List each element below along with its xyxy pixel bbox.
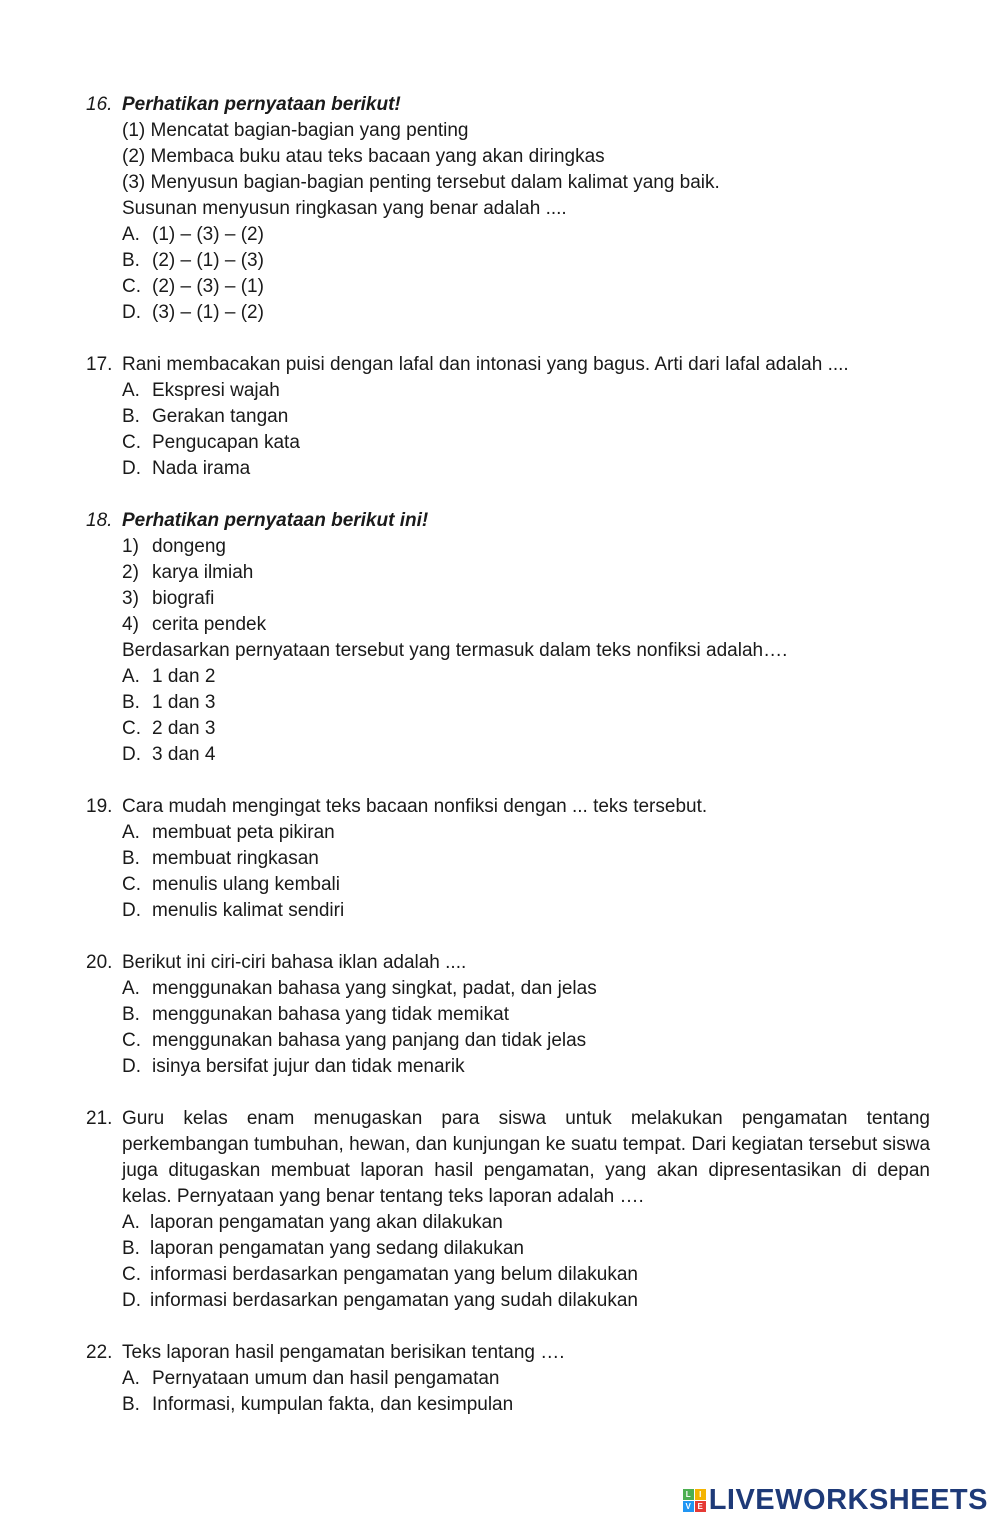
liveworksheets-logo: [683, 1484, 988, 1517]
option-label: B.: [122, 848, 140, 869]
option-text: 1 dan 2: [152, 666, 216, 687]
option-label: B.: [122, 1004, 140, 1025]
option-b[interactable]: [122, 1236, 930, 1262]
option-label: C.: [122, 1030, 141, 1051]
question-prompt: Susunan menyusun ringkasan yang benar adalah ....: [122, 198, 567, 219]
option-label: B.: [122, 692, 140, 713]
option-label: D.: [122, 302, 141, 323]
option-b[interactable]: [122, 1002, 930, 1028]
logo-mark-letter: V: [683, 1501, 694, 1512]
option-text: 2 dan 3: [152, 718, 216, 739]
option-text: informasi berdasarkan pengamatan yang sudah dilakukan: [150, 1290, 638, 1311]
option-a[interactable]: [122, 664, 930, 690]
option-d[interactable]: [122, 1288, 930, 1314]
option-label: A.: [122, 978, 140, 999]
statement-line: (3) Menyusun bagian-bagian penting tersebut dalam kalimat yang baik.: [122, 172, 720, 193]
option-b[interactable]: [122, 690, 930, 716]
option-a[interactable]: [122, 1366, 930, 1392]
option-a[interactable]: [122, 222, 930, 248]
option-text: menulis ulang kembali: [152, 874, 340, 895]
option-d[interactable]: [122, 300, 930, 326]
option-a[interactable]: [122, 1210, 930, 1236]
question-number: 18.: [86, 510, 113, 531]
question-16: [86, 92, 930, 326]
question-20: [86, 950, 930, 1080]
question-number: 21.: [86, 1108, 113, 1129]
option-b[interactable]: [122, 1392, 930, 1418]
option-label: A.: [122, 822, 140, 843]
statement-line: (1) Mencatat bagian-bagian yang penting: [122, 120, 469, 141]
list-item: [122, 534, 930, 560]
option-label: A.: [122, 224, 140, 245]
item-label: 3): [122, 588, 139, 609]
question-number: 17.: [86, 354, 113, 375]
question-stem: Teks laporan hasil pengamatan berisikan tentang ….: [122, 1342, 565, 1363]
option-label: D.: [122, 1290, 141, 1311]
question-22: [86, 1340, 930, 1418]
question-18: [86, 508, 930, 768]
item-label: 4): [122, 614, 139, 635]
logo-mark-letter: L: [683, 1489, 694, 1500]
option-label: A.: [122, 1212, 140, 1233]
option-text: Pengucapan kata: [152, 432, 300, 453]
option-a[interactable]: [122, 820, 930, 846]
option-text: (2) – (1) – (3): [152, 250, 264, 271]
option-b[interactable]: [122, 248, 930, 274]
option-text: membuat ringkasan: [152, 848, 319, 869]
option-d[interactable]: [122, 1054, 930, 1080]
statement-line: (2) Membaca buku atau teks bacaan yang akan diringkas: [122, 146, 605, 167]
question-19: [86, 794, 930, 924]
item-text: biografi: [152, 588, 215, 609]
question-stem: Perhatikan pernyataan berikut ini!: [122, 510, 429, 531]
item-text: cerita pendek: [152, 614, 267, 635]
question-stem: Perhatikan pernyataan berikut!: [122, 94, 401, 115]
option-text: 3 dan 4: [152, 744, 216, 765]
option-label: D.: [122, 900, 141, 921]
option-label: C.: [122, 874, 141, 895]
list-item: [122, 586, 930, 612]
option-text: Informasi, kumpulan fakta, dan kesimpulan: [152, 1394, 514, 1415]
logo-mark-letter: E: [695, 1501, 706, 1512]
option-label: B.: [122, 1394, 140, 1415]
logo-mark-icon: [683, 1489, 706, 1512]
question-number: 16.: [86, 94, 113, 115]
option-text: 1 dan 3: [152, 692, 216, 713]
option-label: C.: [122, 718, 141, 739]
option-a[interactable]: [122, 378, 930, 404]
list-item: [122, 612, 930, 638]
option-text: menggunakan bahasa yang panjang dan tidak jelas: [152, 1030, 587, 1051]
option-c[interactable]: [122, 1262, 930, 1288]
question-stem: Cara mudah mengingat teks bacaan nonfiksi dengan ... teks tersebut.: [122, 796, 708, 817]
option-text: (2) – (3) – (1): [152, 276, 264, 297]
option-label: C.: [122, 1264, 141, 1285]
question-21: [86, 1106, 930, 1314]
option-text: menggunakan bahasa yang singkat, padat, dan jelas: [152, 978, 597, 999]
item-text: karya ilmiah: [152, 562, 254, 583]
option-a[interactable]: [122, 976, 930, 1002]
question-number: 19.: [86, 796, 113, 817]
logo-text: LIVEWORKSHEETS: [708, 1484, 988, 1516]
option-d[interactable]: [122, 742, 930, 768]
option-label: A.: [122, 1368, 140, 1389]
option-label: C.: [122, 432, 141, 453]
option-text: laporan pengamatan yang sedang dilakukan: [150, 1238, 524, 1259]
option-b[interactable]: [122, 404, 930, 430]
item-text: dongeng: [152, 536, 226, 557]
logo-mark-letter: I: [695, 1489, 706, 1500]
option-label: C.: [122, 276, 141, 297]
question-17: [86, 352, 930, 482]
option-d[interactable]: [122, 456, 930, 482]
question-number: 22.: [86, 1342, 113, 1363]
option-text: membuat peta pikiran: [152, 822, 335, 843]
option-text: laporan pengamatan yang akan dilakukan: [150, 1212, 503, 1233]
question-stem: Rani membacakan puisi dengan lafal dan intonasi yang bagus. Arti dari lafal adalah ....: [122, 354, 849, 375]
worksheet-page: [86, 92, 930, 1444]
option-b[interactable]: [122, 846, 930, 872]
option-d[interactable]: [122, 898, 930, 924]
option-c[interactable]: [122, 872, 930, 898]
question-stem: Guru kelas enam menugaskan para siswa untuk melakukan pengamatan tentang perkembangan tumbuhan, hewan, dan kunjungan ke suatu tempat. Dari kegiatan tersebut siswa juga ditugaskan membuat laporan hasil pengamatan, yang akan dipresentasikan di depan kelas. Pernyataan yang benar tentang teks laporan adalah ….: [122, 1108, 931, 1207]
option-label: A.: [122, 380, 140, 401]
option-text: Nada irama: [152, 458, 251, 479]
item-label: 1): [122, 536, 139, 557]
option-c[interactable]: [122, 716, 930, 742]
option-text: Gerakan tangan: [152, 406, 289, 427]
option-label: D.: [122, 458, 141, 479]
question-stem: Berikut ini ciri-ciri bahasa iklan adalah ....: [122, 952, 467, 973]
option-label: B.: [122, 250, 140, 271]
option-label: D.: [122, 1056, 141, 1077]
option-c[interactable]: [122, 274, 930, 300]
option-text: (1) – (3) – (2): [152, 224, 264, 245]
list-item: [122, 560, 930, 586]
option-text: menulis kalimat sendiri: [152, 900, 345, 921]
option-text: informasi berdasarkan pengamatan yang belum dilakukan: [150, 1264, 638, 1285]
option-text: Pernyataan umum dan hasil pengamatan: [152, 1368, 500, 1389]
question-number: 20.: [86, 952, 113, 973]
option-label: D.: [122, 744, 141, 765]
option-text: (3) – (1) – (2): [152, 302, 264, 323]
question-prompt: Berdasarkan pernyataan tersebut yang termasuk dalam teks nonfiksi adalah….: [122, 640, 788, 661]
option-text: menggunakan bahasa yang tidak memikat: [152, 1004, 510, 1025]
option-label: B.: [122, 406, 140, 427]
option-c[interactable]: [122, 430, 930, 456]
option-label: A.: [122, 666, 140, 687]
item-label: 2): [122, 562, 139, 583]
option-label: B.: [122, 1238, 140, 1259]
option-c[interactable]: [122, 1028, 930, 1054]
option-text: isinya bersifat jujur dan tidak menarik: [152, 1056, 465, 1077]
option-text: Ekspresi wajah: [152, 380, 280, 401]
